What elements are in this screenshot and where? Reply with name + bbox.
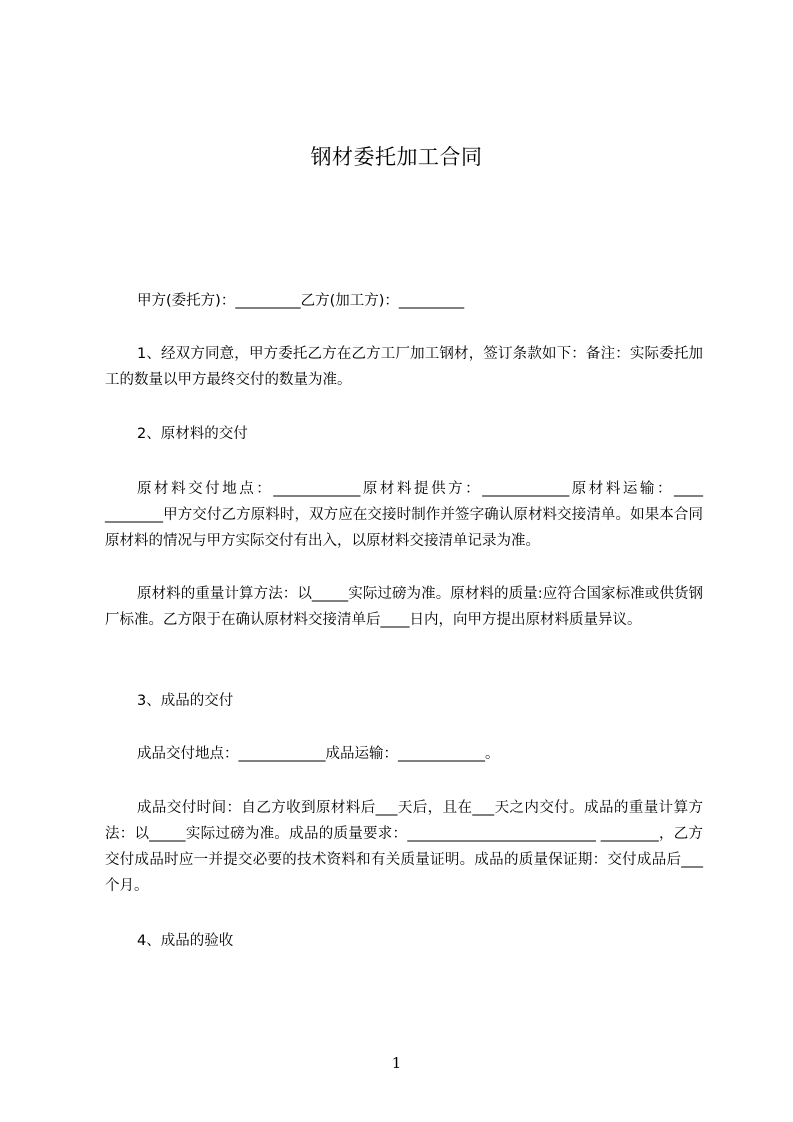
clause-2-heading: 2、原材料的交付 [137, 426, 248, 442]
parties-line: 甲方(委托方)：_________乙方(加工方)：_________ [137, 293, 465, 309]
document-title: 钢材委托加工合同 [310, 145, 483, 169]
clause-1-paragraph: 1、经双方同意，甲方委托乙方在乙方工厂加工钢材，签订条款如下：备注：实际委托加工的数量以甲方最终交付的数量为准。 [105, 346, 703, 388]
clause-3-time-paragraph: 成品交付时间：自乙方收到原材料后___天后，且在___天之内交付。成品的重量计算方法：以_____实际过磅为准。成品的质量要求：__________________________ ________，乙方交付成品时应一并提交必要的技术资料和有关质量证明。成品的质量保证期：交付成品后___个月。 [105, 800, 703, 894]
clause-3-location-paragraph: 成品交付地点：____________成品运输：____________。 [137, 746, 500, 762]
clause-2-delivery-paragraph: 原材料交付地点：____________原材料提供方：____________原材料运输：____ ________甲方交付乙方原料时，双方应在交接时制作并签字确认原材料交接清单。如果本合同原材料的情况与甲方实际交付有出入，以原材料交接清单记录为准。 [105, 481, 703, 549]
clause-2-weight-paragraph: 原材料的重量计算方法：以_____实际过磅为准。原材料的质量:应符合国家标准或供货钢厂标准。乙方限于在确认原材料交接清单后____日内，向甲方提出原材料质量异议。 [105, 586, 703, 628]
clause-4-heading: 4、成品的验收 [137, 933, 234, 949]
clause-3-heading: 3、成品的交付 [137, 693, 234, 709]
page-number: 1 [391, 1054, 402, 1072]
